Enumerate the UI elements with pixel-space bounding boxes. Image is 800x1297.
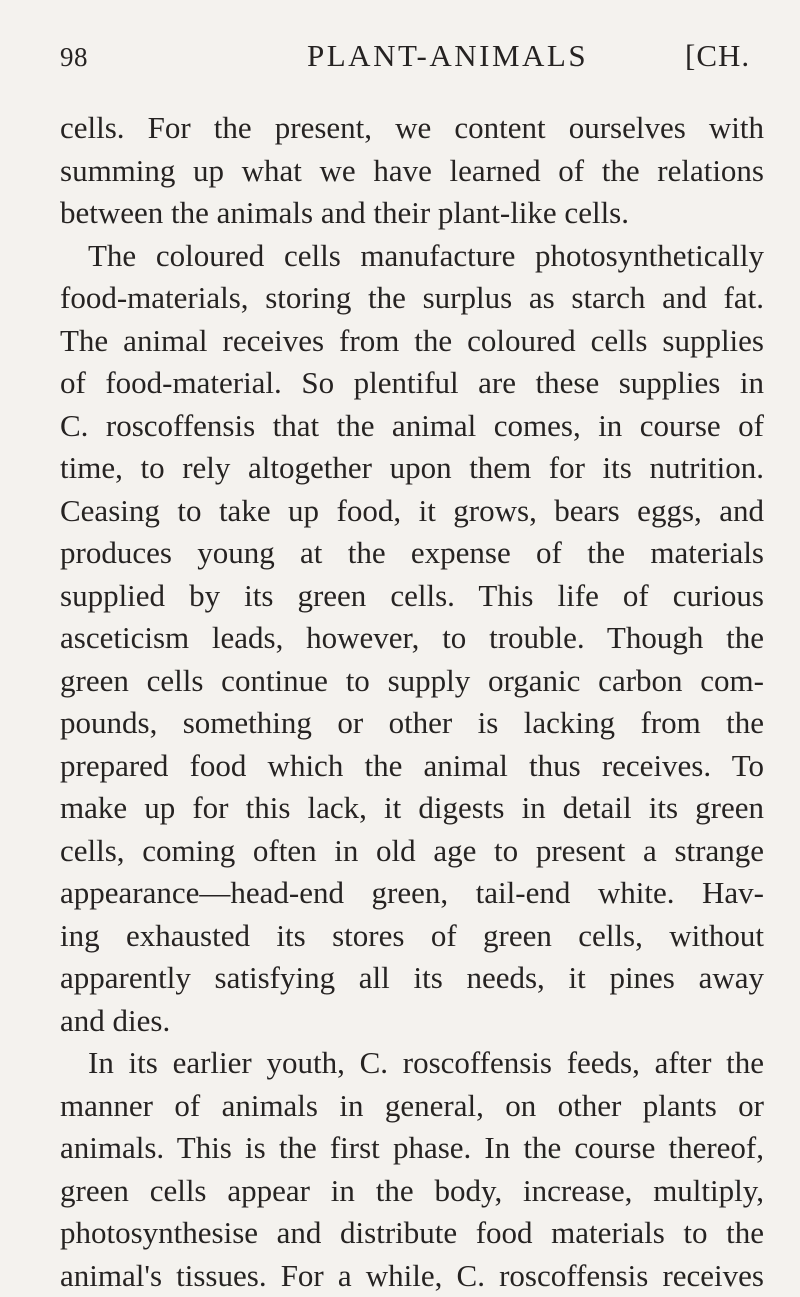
text-line: animal's tissues. For a while, C. roscoffensis receives [60, 1255, 764, 1297]
text-line: summing up what we have learned of the relations [60, 150, 764, 193]
running-title: PLANT-ANIMALS [307, 38, 588, 74]
text-line: and dies. [60, 1000, 764, 1043]
text-line: cells. For the present, we content ourselves with [60, 107, 764, 150]
text-line: produces young at the expense of the materials [60, 532, 764, 575]
chapter-marker: [CH. [685, 38, 750, 74]
text-line: Ceasing to take up food, it grows, bears eggs, and [60, 490, 764, 533]
paragraph-start-line: In its earlier youth, C. roscoffensis feeds, after the [60, 1042, 764, 1085]
paragraph-start-line: The coloured cells manufacture photosynthetically [60, 235, 764, 278]
running-head [60, 22, 764, 72]
text-line: pounds, something or other is lacking from the [60, 702, 764, 745]
text-line: C. roscoffensis that the animal comes, in course of [60, 405, 764, 448]
text-line: of food-material. So plentiful are these supplies in [60, 362, 764, 405]
text-line: time, to rely altogether upon them for its nutrition. [60, 447, 764, 490]
text-line: between the animals and their plant-like cells. [60, 192, 764, 235]
body-text [60, 107, 764, 1297]
text-line: ing exhausted its stores of green cells, without [60, 915, 764, 958]
text-line: manner of animals in general, on other plants or [60, 1085, 764, 1128]
text-line: The animal receives from the coloured cells supplies [60, 320, 764, 363]
text-line: photosynthesise and distribute food materials to the [60, 1212, 764, 1255]
text-line: food-materials, storing the surplus as starch and fat. [60, 277, 764, 320]
text-line: apparently satisfying all its needs, it pines away [60, 957, 764, 1000]
page-number: 98 [60, 42, 88, 73]
text-line: cells, coming often in old age to present a strange [60, 830, 764, 873]
text-line: green cells continue to supply organic carbon com- [60, 660, 764, 703]
text-line: green cells appear in the body, increase, multiply, [60, 1170, 764, 1213]
text-line: animals. This is the first phase. In the course thereof, [60, 1127, 764, 1170]
text-line: prepared food which the animal thus receives. To [60, 745, 764, 788]
text-line: supplied by its green cells. This life of curious [60, 575, 764, 618]
text-line: asceticism leads, however, to trouble. Though the [60, 617, 764, 660]
text-line: make up for this lack, it digests in detail its green [60, 787, 764, 830]
text-line: appearance—head-end green, tail-end white. Hav- [60, 872, 764, 915]
